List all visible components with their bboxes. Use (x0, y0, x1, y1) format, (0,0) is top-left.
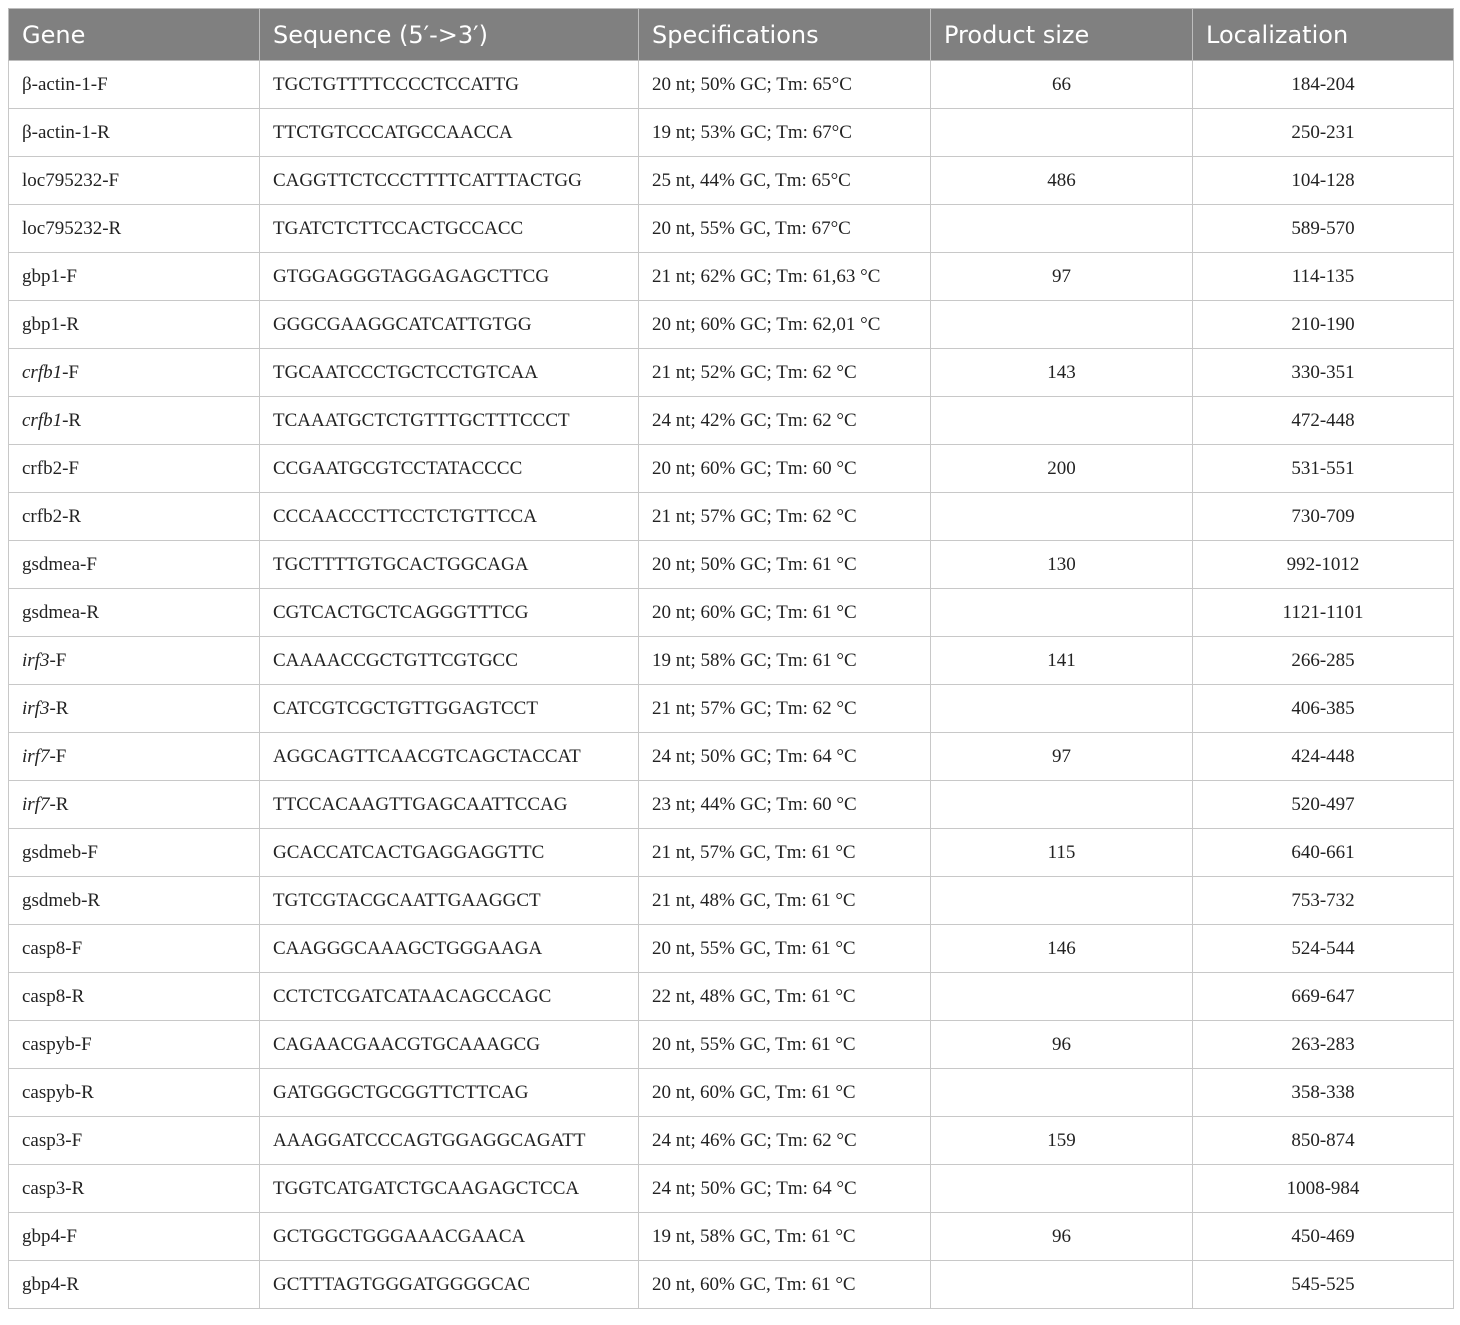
table-row (9, 349, 1454, 397)
gene-name: crfb2-R (22, 505, 82, 527)
cell-specifications: 22 nt, 48% GC, Tm: 61 °C (639, 973, 931, 1021)
cell-specifications: 24 nt; 42% GC; Tm: 62 °C (639, 397, 931, 445)
cell-sequence: CAGGTTCTCCCTTTTCATTTACTGG (260, 157, 639, 205)
primer-table (8, 8, 1454, 1309)
table-row (9, 1213, 1454, 1261)
header-sequence: Sequence (5′->3′) (260, 9, 639, 61)
cell-product-size: 143 (931, 349, 1193, 397)
cell-product-size (931, 1261, 1193, 1309)
table-row (9, 925, 1454, 973)
cell-localization: 669-647 (1193, 973, 1454, 1021)
cell-gene (9, 1117, 260, 1165)
cell-localization: 531-551 (1193, 445, 1454, 493)
cell-specifications: 20 nt; 50% GC; Tm: 65°C (639, 61, 931, 109)
table-row (9, 733, 1454, 781)
cell-product-size: 96 (931, 1021, 1193, 1069)
cell-sequence: TGTCGTACGCAATTGAAGGCT (260, 877, 639, 925)
cell-gene (9, 397, 260, 445)
cell-gene (9, 1261, 260, 1309)
gene-name: caspyb-F (22, 1033, 92, 1055)
cell-specifications: 21 nt, 48% GC, Tm: 61 °C (639, 877, 931, 925)
cell-localization: 210-190 (1193, 301, 1454, 349)
cell-sequence: GCACCATCACTGAGGAGGTTC (260, 829, 639, 877)
gene-name: gsdmeb-F (22, 841, 98, 863)
cell-localization: 730-709 (1193, 493, 1454, 541)
cell-localization: 450-469 (1193, 1213, 1454, 1261)
cell-localization: 640-661 (1193, 829, 1454, 877)
cell-product-size (931, 109, 1193, 157)
table-row (9, 1021, 1454, 1069)
cell-sequence: CAAGGGCAAAGCTGGGAAGA (260, 925, 639, 973)
cell-sequence: GATGGGCTGCGGTTCTTCAG (260, 1069, 639, 1117)
cell-gene (9, 349, 260, 397)
gene-name: gbp1-R (22, 313, 79, 335)
cell-localization: 1008-984 (1193, 1165, 1454, 1213)
cell-specifications: 19 nt; 58% GC; Tm: 61 °C (639, 637, 931, 685)
table-row (9, 253, 1454, 301)
table-row (9, 301, 1454, 349)
cell-product-size (931, 1165, 1193, 1213)
cell-localization: 406-385 (1193, 685, 1454, 733)
table-row (9, 205, 1454, 253)
cell-product-size (931, 397, 1193, 445)
gene-name: gsdmeb-R (22, 889, 101, 911)
cell-specifications: 24 nt; 46% GC; Tm: 62 °C (639, 1117, 931, 1165)
table-row (9, 589, 1454, 637)
gene-name: caspyb-R (22, 1081, 94, 1103)
header-gene: Gene (9, 9, 260, 61)
cell-product-size: 146 (931, 925, 1193, 973)
cell-specifications: 24 nt; 50% GC; Tm: 64 °C (639, 1165, 931, 1213)
cell-specifications: 20 nt, 60% GC, Tm: 61 °C (639, 1261, 931, 1309)
cell-specifications: 20 nt; 60% GC; Tm: 61 °C (639, 589, 931, 637)
cell-product-size (931, 781, 1193, 829)
cell-specifications: 21 nt, 57% GC, Tm: 61 °C (639, 829, 931, 877)
cell-specifications: 20 nt, 55% GC, Tm: 61 °C (639, 1021, 931, 1069)
gene-name-italic: irf3 (22, 649, 50, 671)
cell-sequence: CAGAACGAACGTGCAAAGCG (260, 1021, 639, 1069)
cell-product-size (931, 493, 1193, 541)
cell-localization: 330-351 (1193, 349, 1454, 397)
table-row (9, 829, 1454, 877)
cell-specifications: 25 nt, 44% GC, Tm: 65°C (639, 157, 931, 205)
cell-sequence: AAAGGATCCCAGTGGAGGCAGATT (260, 1117, 639, 1165)
gene-name: β-actin-1-F (22, 73, 108, 95)
cell-gene (9, 301, 260, 349)
cell-gene (9, 493, 260, 541)
cell-localization: 424-448 (1193, 733, 1454, 781)
cell-localization: 520-497 (1193, 781, 1454, 829)
cell-product-size: 97 (931, 253, 1193, 301)
table-row (9, 445, 1454, 493)
cell-gene (9, 253, 260, 301)
cell-gene (9, 685, 260, 733)
gene-name: casp8-R (22, 985, 85, 1007)
gene-name-italic: irf3 (22, 697, 50, 719)
cell-sequence: GGGCGAAGGCATCATTGTGG (260, 301, 639, 349)
cell-localization: 250-231 (1193, 109, 1454, 157)
cell-specifications: 23 nt; 44% GC; Tm: 60 °C (639, 781, 931, 829)
cell-product-size (931, 877, 1193, 925)
cell-specifications: 20 nt, 55% GC, Tm: 67°C (639, 205, 931, 253)
table-row (9, 1117, 1454, 1165)
cell-product-size: 130 (931, 541, 1193, 589)
cell-product-size: 96 (931, 1213, 1193, 1261)
cell-product-size: 66 (931, 61, 1193, 109)
gene-name: casp8-F (22, 937, 83, 959)
table-row (9, 1069, 1454, 1117)
cell-gene (9, 1165, 260, 1213)
cell-gene (9, 925, 260, 973)
cell-gene (9, 445, 260, 493)
table-header-row (9, 9, 1454, 61)
cell-product-size (931, 301, 1193, 349)
cell-specifications: 20 nt, 55% GC, Tm: 61 °C (639, 925, 931, 973)
cell-localization: 104-128 (1193, 157, 1454, 205)
cell-gene (9, 1021, 260, 1069)
gene-name: gbp4-R (22, 1273, 79, 1295)
cell-localization: 850-874 (1193, 1117, 1454, 1165)
cell-gene (9, 205, 260, 253)
gene-name-italic: crfb1 (22, 409, 63, 431)
gene-name-italic: irf7 (22, 793, 50, 815)
gene-name: gbp1-F (22, 265, 77, 287)
table-row (9, 637, 1454, 685)
table-row (9, 541, 1454, 589)
gene-name: -R (49, 697, 69, 719)
gene-name: gsdmea-R (22, 601, 100, 623)
cell-sequence: TCAAATGCTCTGTTTGCTTTCCCT (260, 397, 639, 445)
table-row (9, 157, 1454, 205)
cell-localization: 472-448 (1193, 397, 1454, 445)
cell-localization: 184-204 (1193, 61, 1454, 109)
cell-specifications: 20 nt; 50% GC; Tm: 61 °C (639, 541, 931, 589)
cell-sequence: CGTCACTGCTCAGGGTTTCG (260, 589, 639, 637)
gene-name: crfb2-F (22, 457, 79, 479)
gene-name: -F (49, 745, 67, 767)
cell-sequence: CATCGTCGCTGTTGGAGTCCT (260, 685, 639, 733)
cell-gene (9, 829, 260, 877)
cell-product-size (931, 589, 1193, 637)
cell-specifications: 20 nt; 60% GC; Tm: 60 °C (639, 445, 931, 493)
gene-name: casp3-R (22, 1177, 85, 1199)
cell-specifications: 21 nt; 62% GC; Tm: 61,63 °C (639, 253, 931, 301)
cell-sequence: AGGCAGTTCAACGTCAGCTACCAT (260, 733, 639, 781)
cell-specifications: 20 nt; 60% GC; Tm: 62,01 °C (639, 301, 931, 349)
cell-localization: 358-338 (1193, 1069, 1454, 1117)
header-specifications: Specifications (639, 9, 931, 61)
cell-localization: 266-285 (1193, 637, 1454, 685)
cell-gene (9, 733, 260, 781)
cell-product-size: 141 (931, 637, 1193, 685)
cell-localization: 992-1012 (1193, 541, 1454, 589)
cell-specifications: 21 nt; 57% GC; Tm: 62 °C (639, 685, 931, 733)
cell-sequence: CCCAACCCTTCCTCTGTTCCA (260, 493, 639, 541)
cell-localization: 753-732 (1193, 877, 1454, 925)
cell-specifications: 24 nt; 50% GC; Tm: 64 °C (639, 733, 931, 781)
cell-product-size: 486 (931, 157, 1193, 205)
cell-product-size: 200 (931, 445, 1193, 493)
cell-localization: 263-283 (1193, 1021, 1454, 1069)
cell-sequence: TGGTCATGATCTGCAAGAGCTCCA (260, 1165, 639, 1213)
gene-name: -F (62, 361, 80, 383)
cell-product-size: 115 (931, 829, 1193, 877)
table-row (9, 877, 1454, 925)
cell-sequence: CCTCTCGATCATAACAGCCAGC (260, 973, 639, 1021)
cell-sequence: TTCCACAAGTTGAGCAATTCCAG (260, 781, 639, 829)
table-row (9, 109, 1454, 157)
cell-gene (9, 589, 260, 637)
header-product-size: Product size (931, 9, 1193, 61)
cell-gene (9, 877, 260, 925)
cell-gene (9, 973, 260, 1021)
table-row (9, 685, 1454, 733)
gene-name: gsdmea-F (22, 553, 97, 575)
header-localization: Localization (1193, 9, 1454, 61)
cell-sequence: CCGAATGCGTCCTATACCCC (260, 445, 639, 493)
cell-specifications: 21 nt; 57% GC; Tm: 62 °C (639, 493, 931, 541)
table-row (9, 781, 1454, 829)
gene-name: loc795232-F (22, 169, 120, 191)
cell-gene (9, 541, 260, 589)
cell-gene (9, 1213, 260, 1261)
cell-sequence: TGCAATCCCTGCTCCTGTCAA (260, 349, 639, 397)
table-row (9, 1165, 1454, 1213)
cell-sequence: GTGGAGGGTAGGAGAGCTTCG (260, 253, 639, 301)
cell-localization: 1121-1101 (1193, 589, 1454, 637)
cell-sequence: TGCTGTTTTCCCCTCCATTG (260, 61, 639, 109)
cell-specifications: 19 nt, 58% GC, Tm: 61 °C (639, 1213, 931, 1261)
cell-specifications: 20 nt, 60% GC, Tm: 61 °C (639, 1069, 931, 1117)
gene-name: -R (62, 409, 82, 431)
table-row (9, 61, 1454, 109)
gene-name: -F (49, 649, 67, 671)
cell-gene (9, 61, 260, 109)
cell-gene (9, 1069, 260, 1117)
gene-name: -R (49, 793, 69, 815)
gene-name: casp3-F (22, 1129, 83, 1151)
cell-localization: 545-525 (1193, 1261, 1454, 1309)
table-row (9, 397, 1454, 445)
table-row (9, 493, 1454, 541)
table-row (9, 1261, 1454, 1309)
cell-product-size (931, 205, 1193, 253)
cell-gene (9, 637, 260, 685)
cell-localization: 589-570 (1193, 205, 1454, 253)
cell-product-size (931, 1069, 1193, 1117)
gene-name-italic: crfb1 (22, 361, 63, 383)
cell-gene (9, 109, 260, 157)
cell-sequence: CAAAACCGCTGTTCGTGCC (260, 637, 639, 685)
cell-product-size: 159 (931, 1117, 1193, 1165)
cell-sequence: GCTGGCTGGGAAACGAACA (260, 1213, 639, 1261)
cell-gene (9, 781, 260, 829)
cell-sequence: GCTTTAGTGGGATGGGGCAC (260, 1261, 639, 1309)
cell-product-size (931, 685, 1193, 733)
cell-product-size (931, 973, 1193, 1021)
gene-name: loc795232-R (22, 217, 122, 239)
gene-name-italic: irf7 (22, 745, 50, 767)
gene-name: β-actin-1-R (22, 121, 110, 143)
cell-localization: 114-135 (1193, 253, 1454, 301)
cell-sequence: TGCTTTTGTGCACTGGCAGA (260, 541, 639, 589)
cell-localization: 524-544 (1193, 925, 1454, 973)
table-row (9, 973, 1454, 1021)
table-body (9, 61, 1454, 1309)
cell-sequence: TTCTGTCCCATGCCAACCA (260, 109, 639, 157)
gene-name: gbp4-F (22, 1225, 77, 1247)
cell-specifications: 19 nt; 53% GC; Tm: 67°C (639, 109, 931, 157)
cell-specifications: 21 nt; 52% GC; Tm: 62 °C (639, 349, 931, 397)
cell-sequence: TGATCTCTTCCACTGCCACC (260, 205, 639, 253)
cell-product-size: 97 (931, 733, 1193, 781)
cell-gene (9, 157, 260, 205)
